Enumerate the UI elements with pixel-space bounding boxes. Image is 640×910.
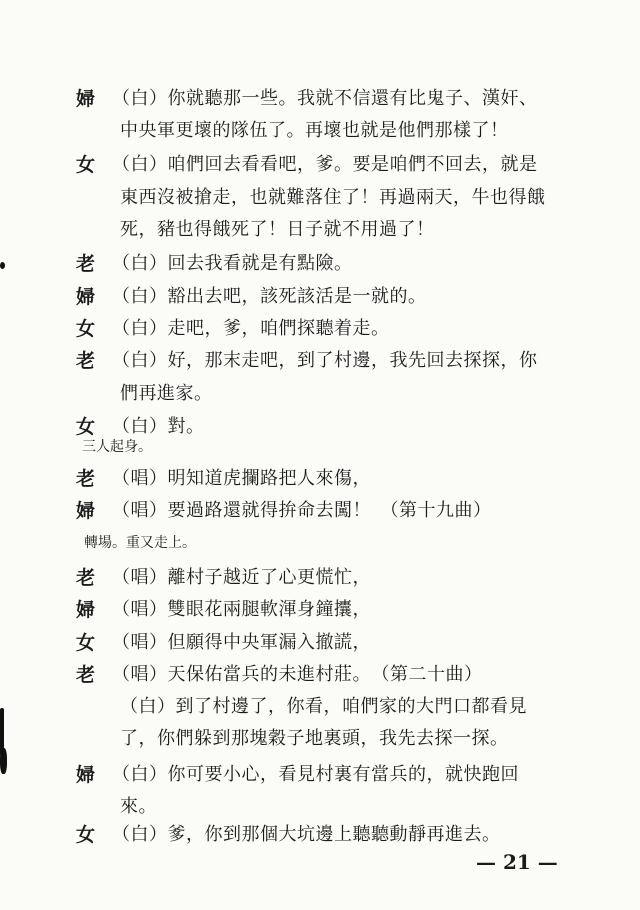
stage-direction: [0, 526, 640, 560]
dialogue-text: （唱）天保佑當兵的未進村莊。 （第二十曲）: [112, 664, 483, 685]
dialogue-text: （白）爹，你到那個大坑邊上聽聽動靜再進去。: [112, 824, 501, 845]
speaker-label: 老: [76, 567, 96, 589]
dialogue-continuation: [0, 720, 640, 754]
dialogue-text: （白）到了村邊了，你看，咱們家的大門口都看見: [120, 696, 527, 717]
stage-direction: [0, 430, 640, 464]
speaker-label: 老: [76, 664, 96, 686]
dialogue-line: [0, 591, 640, 625]
dialogue-text: （白）好，那末走吧，到了村邊，我先回去探探，你: [112, 350, 538, 371]
dialogue-text: 們再進家。: [120, 383, 213, 404]
stage-direction-text: 三人起身。: [82, 439, 152, 455]
dialogue-line: [0, 278, 640, 312]
speaker-label: 婦: [76, 88, 96, 110]
dialogue-text: 來。: [120, 796, 157, 817]
dialogue-text: （唱）離村子越近了心更慌忙，: [112, 567, 371, 588]
speaker-label: 婦: [76, 599, 96, 621]
dialogue-line: [0, 559, 640, 593]
dialogue-text: （白）豁出去吧，該死該活是一就的。: [112, 286, 427, 307]
dialogue-text: （白）走吧，爹，咱們探聽着走。: [112, 318, 390, 339]
scan-blot: [0, 748, 7, 774]
dialogue-text: 死，豬也得餓死了！日子就不用過了！: [120, 219, 435, 240]
stage-direction-text: 轉場。重又走上。: [84, 535, 196, 551]
dialogue-line: [0, 245, 640, 279]
dialogue-text: （唱）但願得中央軍漏入撤謊，: [112, 632, 371, 653]
dialogue-line: [0, 460, 640, 494]
dialogue-line: [0, 624, 640, 658]
speaker-label: 女: [76, 824, 96, 846]
dialogue-text: 東西沒被搶走，也就難落住了！再過兩天，牛也得餓: [120, 187, 546, 208]
dialogue-continuation: [0, 211, 640, 245]
dialogue-line: [0, 310, 640, 344]
dialogue-continuation: [0, 688, 640, 722]
speaker-label: 老: [76, 468, 96, 490]
page-number: — 21 —: [476, 850, 558, 874]
speaker-label: 老: [76, 350, 96, 372]
dialogue-line: [0, 146, 640, 180]
speaker-label: 女: [76, 632, 96, 654]
dialogue-text: （唱）雙眼花兩腿軟渾身鐘攮，: [112, 599, 371, 620]
dialogue-continuation: [0, 179, 640, 213]
speaker-label: 婦: [76, 764, 96, 786]
speaker-label: 婦: [76, 500, 96, 522]
dialogue-continuation: [0, 112, 640, 146]
dialogue-line: [0, 756, 640, 790]
speaker-label: 老: [76, 253, 96, 275]
scan-blot: [0, 262, 5, 269]
dialogue-text: 了，你們躲到那塊穀子地裏頭，我先去探一探。: [120, 728, 509, 749]
speaker-label: 女: [76, 318, 96, 340]
dialogue-text: （白）你就聽那一些。我就不信還有比鬼子、漢奸、: [112, 88, 538, 109]
dialogue-text: （白）咱們回去看看吧，爹。要是咱們不回去，就是: [112, 154, 538, 175]
speaker-label: 女: [76, 154, 96, 176]
dialogue-text: （白）對。: [112, 416, 205, 437]
dialogue-text: （白）回去我看就是有點險。: [112, 253, 353, 274]
dialogue-text: 中央軍更壞的隊伍了。再壞也就是他們那樣了！: [120, 120, 509, 141]
dialogue-text: （白）你可要小心，看見村裏有當兵的，就快跑回: [112, 764, 519, 785]
speaker-label: 女: [76, 416, 96, 438]
dialogue-line: [0, 656, 640, 690]
dialogue-line: [0, 80, 640, 114]
speaker-label: 婦: [76, 286, 96, 308]
dialogue-text: （唱）要過路還就得拚命去闖！ （第十九曲）: [112, 500, 492, 521]
dialogue-continuation: [0, 375, 640, 409]
dialogue-text: （唱）明知道虎攔路把人來傷，: [112, 468, 371, 489]
dialogue-line: [0, 342, 640, 376]
dialogue-line: [0, 492, 640, 526]
dialogue-line: [0, 816, 640, 850]
